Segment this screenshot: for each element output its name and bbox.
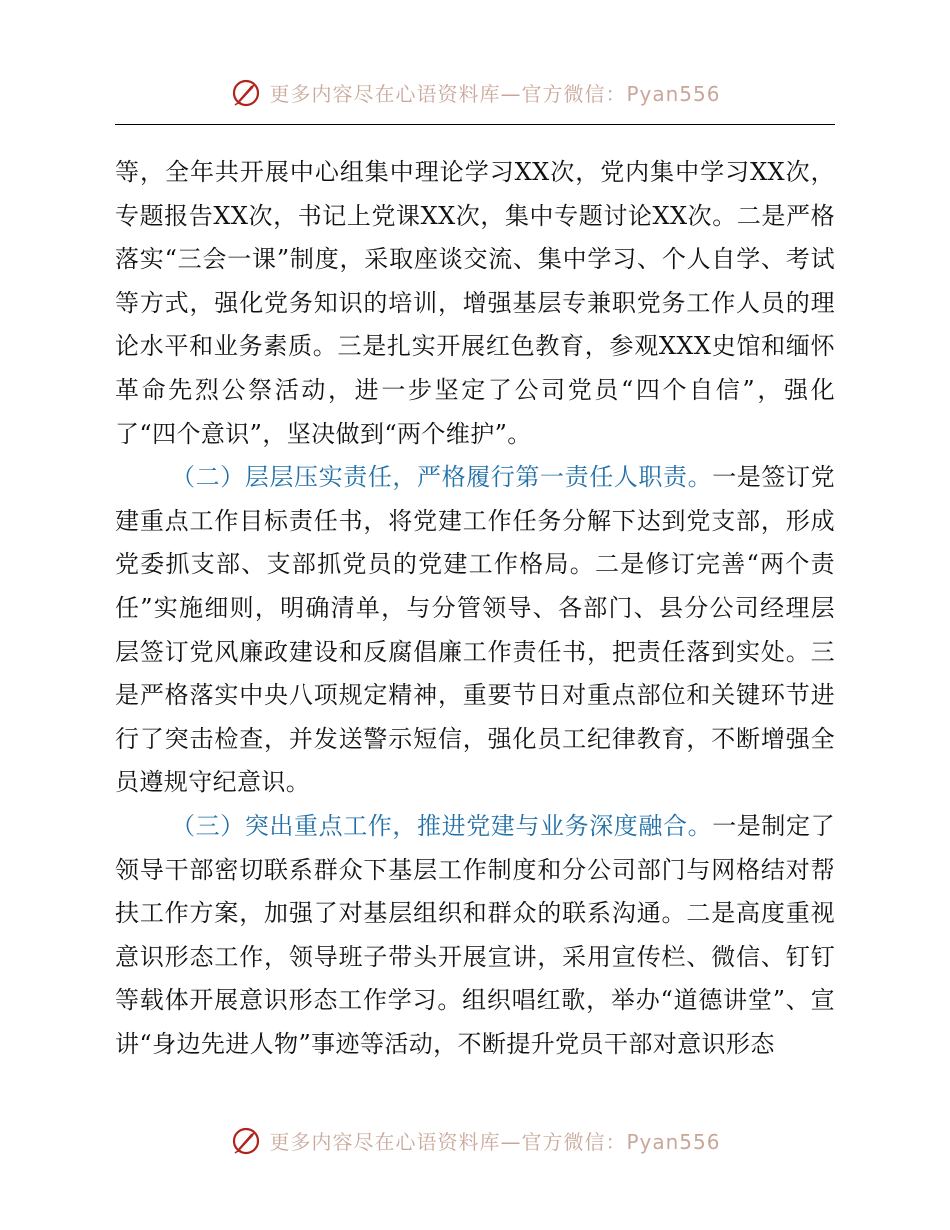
section-3-heading: （三）突出重点工作，推进党建与业务深度融合。 (171, 811, 713, 840)
footer-banner (0, 1120, 950, 1160)
header-banner-text: 更多内容尽在心语资料库—官方微信：Pyan556 (269, 81, 721, 106)
pen-logo-icon (229, 75, 263, 109)
section-2-body: 一是签订党建重点工作目标责任书，将党建工作任务分解下达到党支部，形成党委抓支部、支部抓党员的党建工作格局。二是修订完善“两个责任”实施细则，明确清单，与分管领导、各部门、县分公司经理层层签订党风廉政建设和反腐倡廉工作责任书，把责任落到实处。三是严格落实中央八项规定精神，重要节日对重点部位和关键环节进行了突击检查，并发送警示短信，强化员工纪律教育，不断增强全员遵规守纪意识。 (115, 463, 835, 797)
section-2-heading: （二）层层压实责任，严格履行第一责任人职责。 (171, 463, 713, 492)
paragraph-2 (115, 456, 835, 805)
header-divider (115, 124, 835, 125)
header-banner (0, 72, 950, 112)
footer-banner-text: 更多内容尽在心语资料库—官方微信：Pyan556 (269, 1129, 721, 1154)
paragraph-1: 等，全年共开展中心组集中理论学习XX次，党内集中学习XX次，专题报告XX次，书记上党课XX次，集中专题讨论XX次。二是严格落实“三会一课”制度，采取座谈交流、集中学习、个人自学、考试等方式，强化党务知识的培训，增强基层专兼职党务工作人员的理论水平和业务素质。三是扎实开展红色教育，参观XXX史馆和缅怀革命先烈公祭活动，进一步坚定了公司党员“四个自信”，强化了“四个意识”，坚决做到“两个维护”。 (115, 158, 835, 448)
paragraph-3 (115, 805, 835, 1067)
section-3-body: 一是制定了领导干部密切联系群众下基层工作制度和分公司部门与网格结对帮扶工作方案，加强了对基层组织和群众的联系沟通。二是高度重视意识形态工作，领导班子带头开展宣讲，采用宣传栏、微信、钉钉等载体开展意识形态工作学习。组织唱红歌，举办“道德讲堂”、宣讲“身边先进人物”事迹等活动，不断提升党员干部对意识形态 (115, 811, 835, 1058)
pen-logo-icon (229, 1123, 263, 1157)
document-body (115, 151, 835, 1066)
